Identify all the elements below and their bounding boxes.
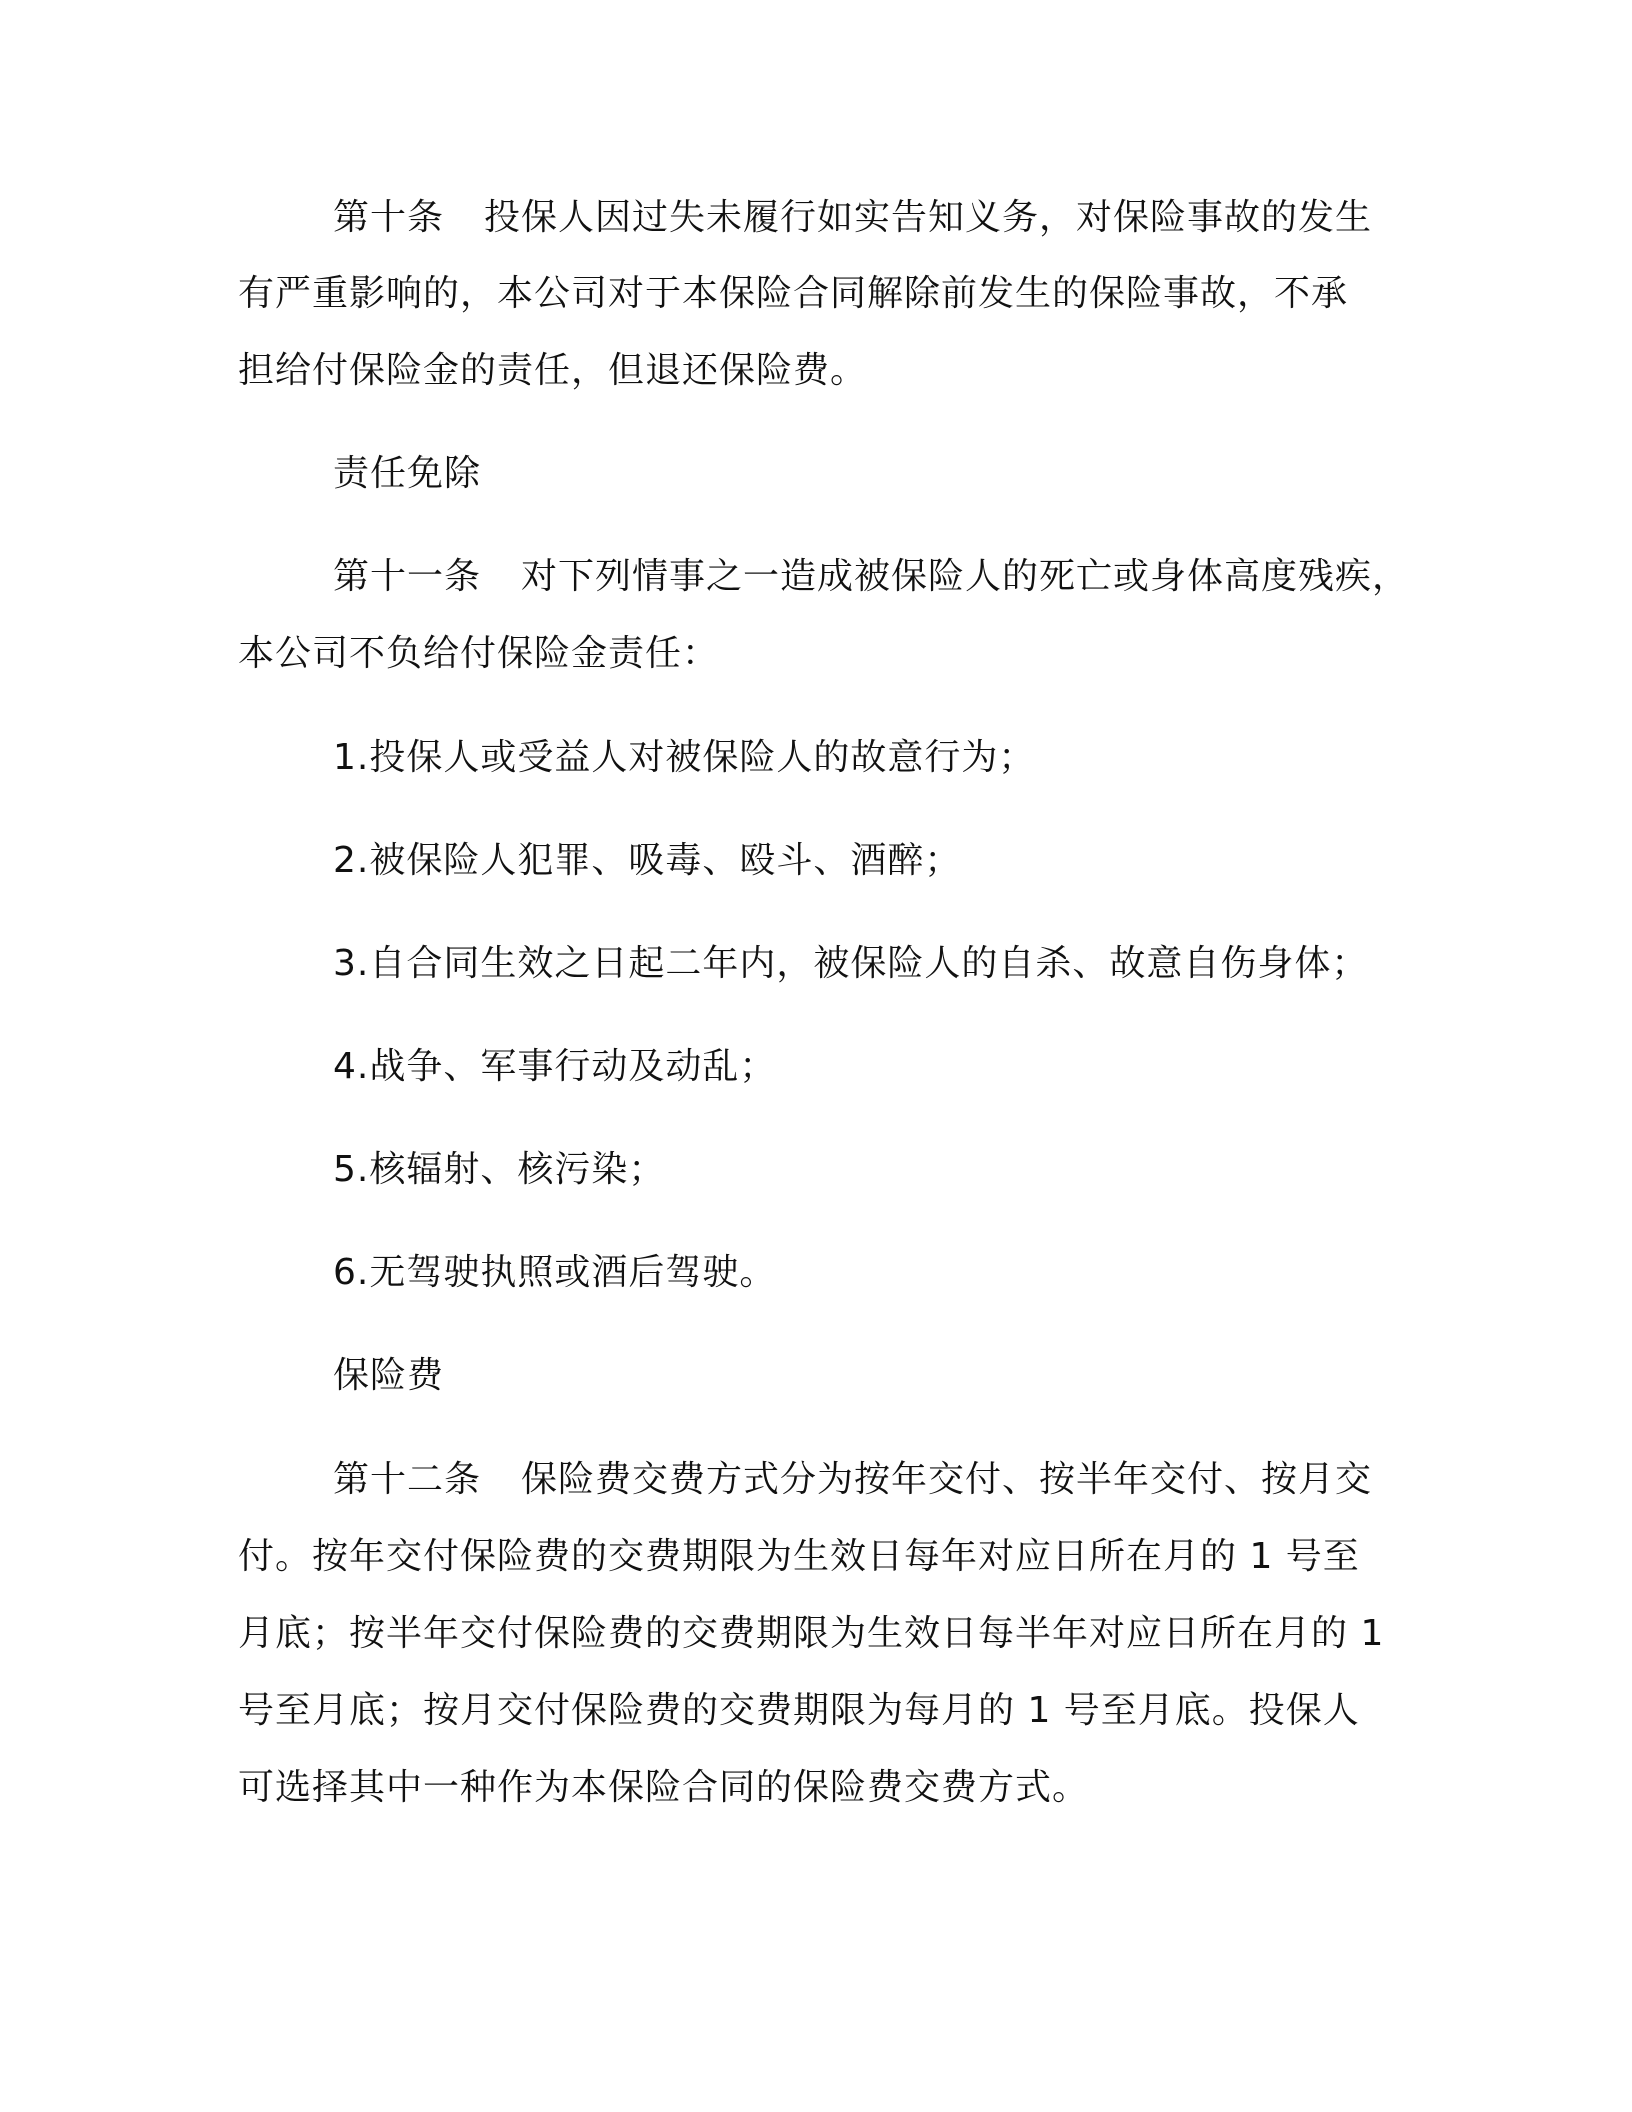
- article-12-line-1: [333, 1456, 1372, 1504]
- list-item: 3.自合同生效之日起二年内，被保险人的自杀、故意自伤身体；: [333, 943, 1369, 984]
- list-item: 2.被保险人犯罪、吸毒、殴斗、酒醉；: [333, 840, 962, 881]
- article-10-text-1: 投保人因过失未履行如实告知义务，对保险事故的发生: [484, 197, 1373, 238]
- article-11-text-1: 对下列情事之一造成被保险人的死亡或身体高度残疾，: [521, 556, 1410, 597]
- article-12-line-4: 号至月底；按月交付保险费的交费期限为每月的 1 号至月底。投保人: [238, 1690, 1360, 1731]
- article-11-line-2: 本公司不负给付保险金责任：: [238, 633, 720, 674]
- section-heading-exemption: 责任免除: [333, 453, 482, 494]
- list-item: 6.无驾驶执照或酒后驾驶。: [333, 1252, 777, 1293]
- article-11-line-1: [333, 553, 1409, 601]
- list-item: 4.战争、军事行动及动乱；: [333, 1046, 777, 1087]
- article-10-heading: 第十条: [333, 197, 445, 238]
- list-item: 5.核辐射、核污染；: [333, 1149, 666, 1190]
- article-12-line-5: 可选择其中一种作为本保险合同的保险费交费方式。: [238, 1767, 1090, 1808]
- article-10-line-2: 有严重影响的，本公司对于本保险合同解除前发生的保险事故，不承: [238, 273, 1349, 314]
- article-10-line-3: 担给付保险金的责任，但退还保险费。: [238, 350, 868, 391]
- article-10-line-1: [333, 194, 1372, 242]
- article-12-line-2: 付。按年交付保险费的交费期限为生效日每年对应日所在月的 1 号至: [238, 1536, 1360, 1577]
- list-item: 1.投保人或受益人对被保险人的故意行为；: [333, 737, 1036, 778]
- article-12-text-1: 保险费交费方式分为按年交付、按半年交付、按月交: [521, 1459, 1373, 1500]
- article-12-line-3: 月底；按半年交付保险费的交费期限为生效日每半年对应日所在月的 1: [238, 1613, 1385, 1654]
- section-heading-premium: 保险费: [333, 1355, 445, 1396]
- article-12-heading: 第十二条: [333, 1459, 482, 1500]
- article-11-heading: 第十一条: [333, 556, 482, 597]
